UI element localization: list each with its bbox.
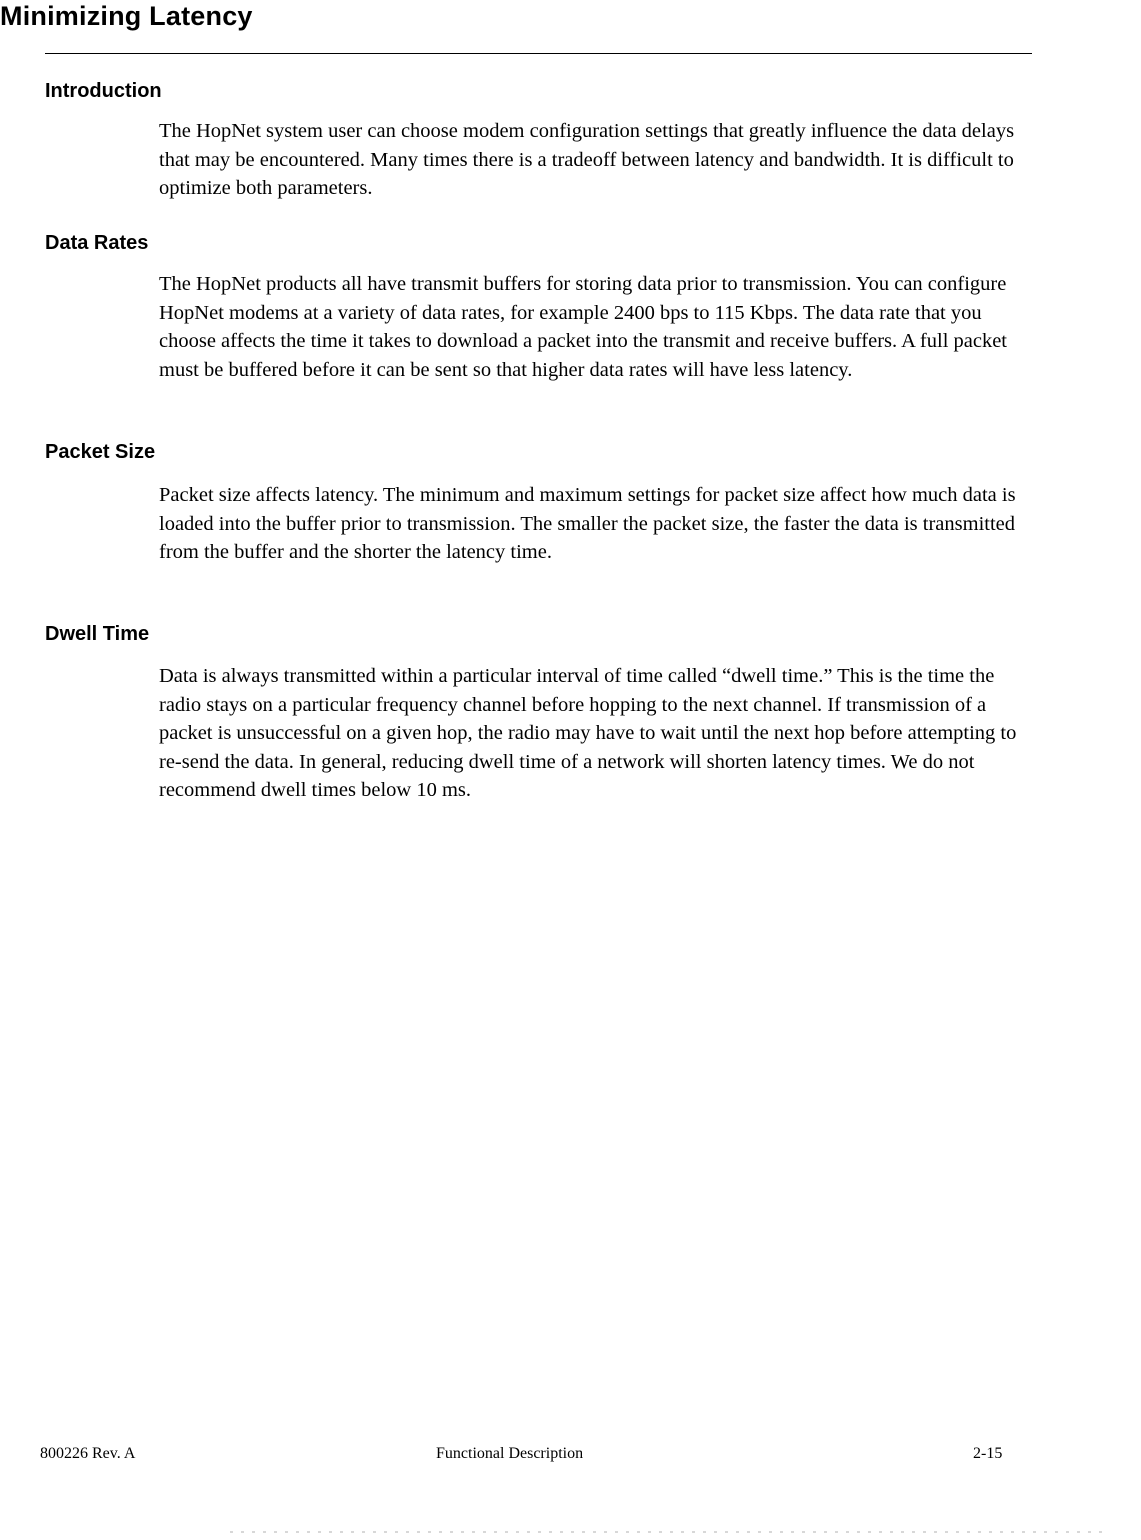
footer-chapter: Functional Description bbox=[436, 1445, 584, 1462]
title-divider bbox=[45, 53, 1032, 54]
section-heading-dwell-time: Dwell Time bbox=[45, 623, 150, 645]
section-body-packet-size: Packet size affects latency. The minimum and maximum settings for packet size affect how much data is loaded into the buffer prior to transmission. The smaller the packet size, the faster the data is transmitted from the buffer and the shorter the latency time. bbox=[159, 484, 1016, 564]
section-heading-data-rates: Data Rates bbox=[45, 232, 149, 254]
footer-doc-number: 800226 Rev. A bbox=[40, 1445, 136, 1462]
section-heading-introduction: Introduction bbox=[45, 80, 162, 102]
section-body-data-rates: The HopNet products all have transmit buffers for storing data prior to transmission. You can configure HopNet modems at a variety of data rates, for example 2400 bps to 115 Kbps. The data rate that you choose affects the time it takes to download a packet into the transmit and receive buffers. A full packet must be buffered before it can be sent so that higher data rates will have less latency. bbox=[159, 273, 1008, 381]
scan-artifact bbox=[230, 1531, 1110, 1533]
page-title: Minimizing Latency bbox=[0, 1, 253, 31]
section-body-dwell-time: Data is always transmitted within a particular interval of time called “dwell time.” This is the time the radio stays on a particular frequency channel before hopping to the next channel. If transmission of a packet is unsuccessful on a given hop, the radio may have to wait until the next hop before attempting to re-send the data. In general, reducing dwell time of a network will shorten latency times. We do not recommend dwell times below 10 ms. bbox=[159, 665, 1017, 802]
section-body-introduction: The HopNet system user can choose modem configuration settings that greatly influence the data delays that may be encountered. Many times there is a tradeoff between latency and bandwidth. It is difficult to optimize both parameters. bbox=[159, 120, 1015, 200]
footer-page-number: 2-15 bbox=[973, 1445, 1003, 1462]
section-heading-packet-size: Packet Size bbox=[45, 441, 156, 463]
